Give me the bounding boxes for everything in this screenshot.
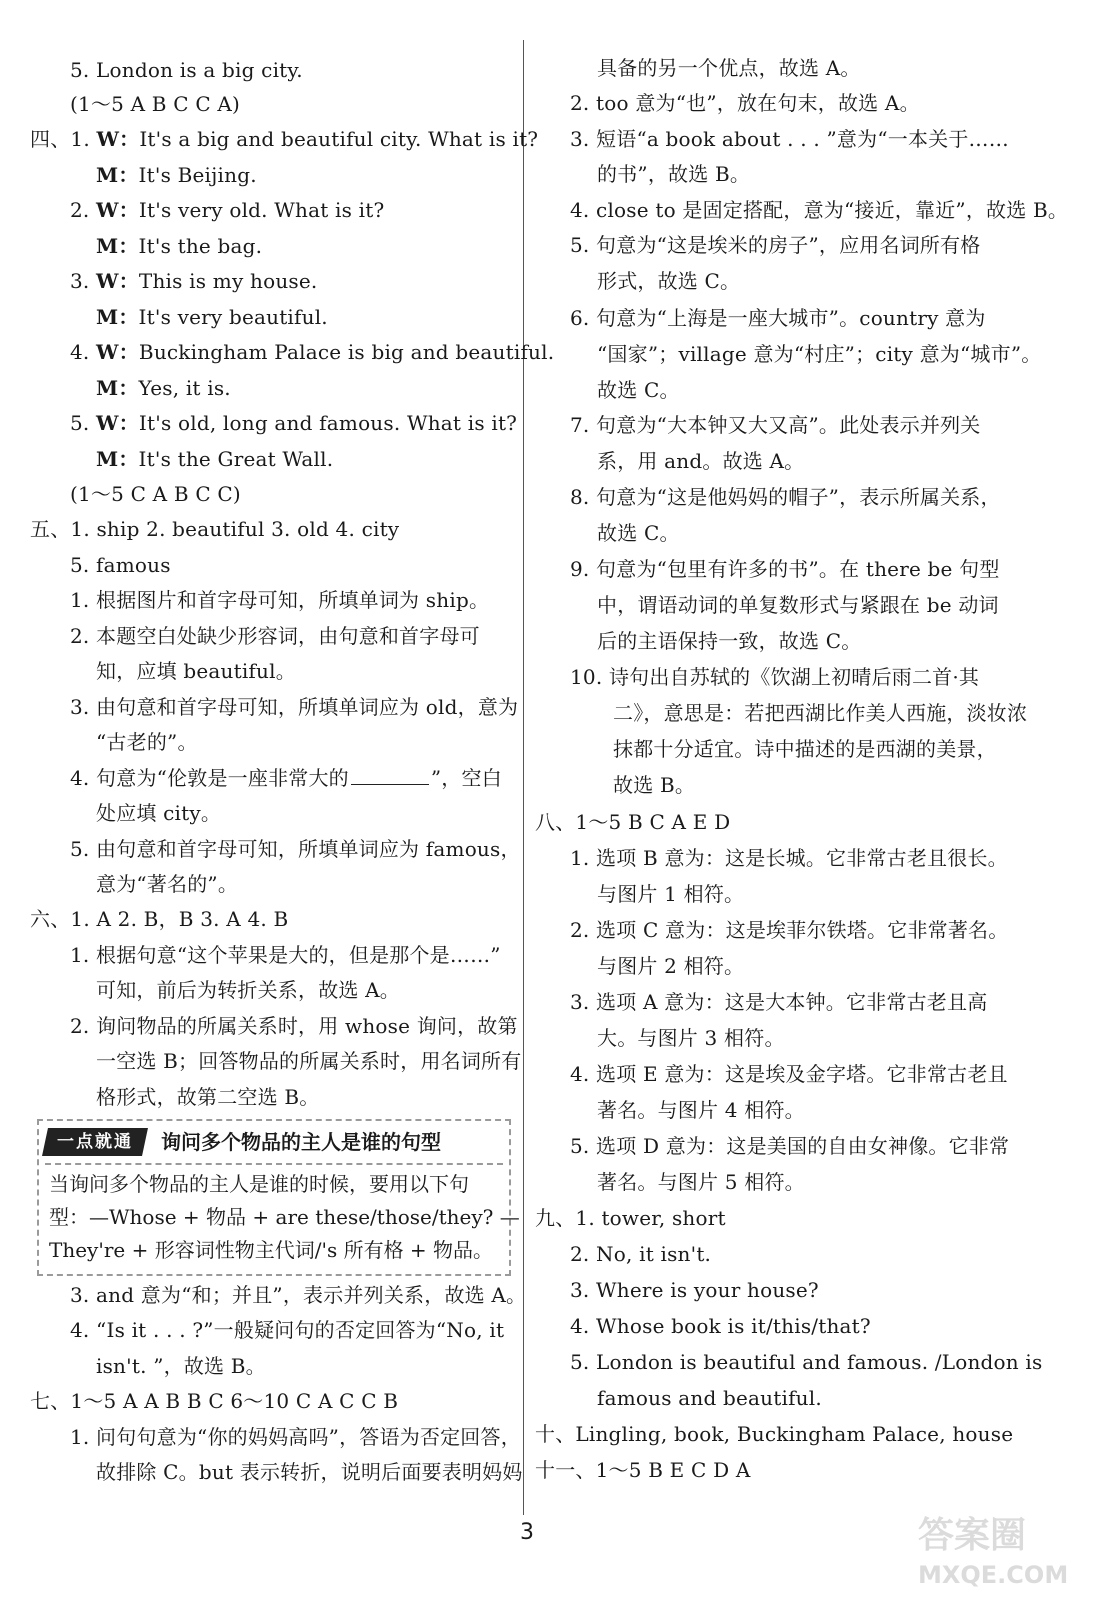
answer-line: 六、1. A 2. B，B 3. A 4. B [30, 907, 289, 931]
dialogue-text: Yes, it is. [138, 376, 231, 400]
dialogue-line [96, 305, 328, 329]
explanation-line: 4. “Is it . . . ?”一般疑问句的否定回答为“No, it [70, 1318, 505, 1342]
explanation-line: 具备的另一个优点，故选 A。 [597, 56, 861, 80]
dialogue-text: It's very beautiful. [138, 305, 328, 329]
explanation-line: 处应填 city。 [96, 801, 222, 825]
answer-line: 5. famous [70, 553, 171, 577]
explanation-line: 1. 选项 B 意为：这是长城。它非常古老且很长。 [570, 846, 1008, 870]
explanation-line: 故排除 C。but 表示转折，说明后面要表明妈妈 [96, 1460, 523, 1484]
dialogue-text: This is my house. [138, 269, 318, 293]
explanation-text: ”，空白 [430, 766, 502, 790]
speaker: M： [96, 234, 139, 258]
speaker: W： [96, 127, 140, 151]
tip-line: 当询问多个物品的主人是谁的时候，要用以下句 [49, 1172, 469, 1196]
answer-line: 4. Whose book is it/this/that? [570, 1314, 871, 1338]
dialogue-text: It's the Great Wall. [138, 447, 334, 471]
item-number: 3. [70, 269, 90, 293]
answer-line: 3. Where is your house? [570, 1278, 819, 1302]
answer-line: 5. London is a big city. [70, 58, 303, 82]
explanation-line: 意为“著名的”。 [96, 872, 239, 896]
explanation-line: 2. 选项 C 意为：这是埃菲尔铁塔。它非常著名。 [570, 918, 1009, 942]
speaker: M： [96, 305, 139, 329]
explanation-line: 的书”，故选 B。 [597, 162, 751, 186]
explanation-line: 5. 由句意和首字母可知，所填单词应为 famous， [70, 837, 521, 861]
tip-badge-label: 一点就通 [57, 1132, 133, 1152]
speaker: W： [96, 411, 139, 435]
explanation-line: “国家”；village 意为“村庄”；city 意为“城市”。 [597, 342, 1042, 366]
answer-line: 五、1. ship 2. beautiful 3. old 4. city [30, 517, 400, 541]
watermark-bottom-text: MXQE.COM [918, 1561, 1069, 1589]
explanation-line: 二》，意思是：若把西湖比作美人西施，淡妆浓 [613, 701, 1028, 725]
answer-line: 5. London is beautiful and famous. /London is [570, 1350, 1043, 1374]
dialogue-line [70, 198, 384, 222]
dialogue-text: It's very old. What is it? [138, 198, 385, 222]
explanation-line: 知，应填 beautiful。 [96, 659, 296, 683]
answer-line: 十、Lingling, book, Buckingham Palace, house [535, 1422, 1014, 1446]
explanation-line: 故选 C。 [597, 521, 680, 545]
explanation-line: 2. too 意为“也”，放在句末，故选 A。 [570, 91, 920, 115]
answer-line: 2. No, it isn't. [570, 1242, 712, 1266]
explanation-line: 9. 句意为“包里有许多的书”。在 there be 句型 [570, 557, 1000, 581]
dialogue-line [96, 163, 257, 187]
explanation-line: 5. 句意为“这是埃米的房子”，应用名词所有格 [570, 233, 981, 257]
answer-line: famous and beautiful. [597, 1386, 822, 1410]
dialogue-line [70, 269, 317, 293]
dialogue-line [96, 376, 231, 400]
explanation-line: 5. 选项 D 意为：这是美国的自由女神像。它非常 [570, 1134, 1010, 1158]
explanation-text: 4. 句意为“伦敦是一座非常大的 [70, 766, 349, 790]
answer-line: (1～5 C A B C C) [70, 482, 241, 506]
explanation-line: 一空选 B；回答物品的所属关系时，用名词所有 [96, 1049, 522, 1073]
dialogue-text: It's a big and beautiful city. What is it? [139, 127, 539, 151]
dialogue-line [96, 234, 262, 258]
answer-line: (1～5 A B C C A) [70, 92, 241, 116]
item-number: 4. [70, 340, 90, 364]
explanation-line: “古老的”。 [96, 730, 198, 754]
explanation-line: 可知，前后为转折关系，故选 A。 [96, 978, 401, 1002]
explanation-line: 10. 诗句出自苏轼的《饮湖上初晴后雨二首·其 [570, 665, 980, 689]
speaker: W： [96, 340, 139, 364]
speaker: W： [96, 198, 139, 222]
dialogue-text: Buckingham Palace is big and beautiful. [138, 340, 555, 364]
dialogue-line [70, 340, 554, 364]
speaker: M： [96, 163, 139, 187]
explanation-line [70, 766, 502, 790]
dialogue-text: It's old, long and famous. What is it? [138, 411, 518, 435]
tip-badge [42, 1128, 148, 1156]
explanation-line: 8. 句意为“这是他妈妈的帽子”，表示所属关系， [570, 485, 1001, 509]
explanation-line: 3. and 意为“和；并且”，表示并列关系，故选 A。 [70, 1283, 527, 1307]
explanation-line: 与图片 1 相符。 [597, 882, 745, 906]
explanation-line: 1. 问句句意为“你的妈妈高吗”，答语为否定回答， [70, 1425, 521, 1449]
explanation-line: 2. 询问物品的所属关系时，用 whose 询问，故第 [70, 1014, 518, 1038]
explanation-line: 7. 句意为“大本钟又大又高”。此处表示并列关 [570, 413, 981, 437]
explanation-line: 1. 根据句意“这个苹果是大的，但是那个是……” [70, 943, 501, 967]
speaker: W： [96, 269, 139, 293]
dialogue-text: It's Beijing. [138, 163, 257, 187]
tip-box [37, 1119, 520, 1276]
tip-divider [45, 1163, 503, 1165]
tip-title: 询问多个物品的主人是谁的句型 [161, 1130, 441, 1154]
explanation-line: 中，谓语动词的单复数形式与紧跟在 be 动词 [597, 593, 999, 617]
explanation-line: 3. 选项 A 意为：这是大本钟。它非常古老且高 [570, 990, 988, 1014]
answer-line: 七、1～5 A A B B C 6～10 C A C C B [30, 1389, 399, 1413]
explanation-line: 3. 由句意和首字母可知，所填单词应为 old，意为 [70, 695, 519, 719]
explanation-line: 格形式，故第二空选 B。 [96, 1085, 320, 1109]
explanation-line: 形式，故选 C。 [597, 269, 741, 293]
explanation-line: 4. 选项 E 意为：这是埃及金字塔。它非常古老且 [570, 1062, 1008, 1086]
item-number: 四、1. [30, 127, 90, 151]
dialogue-line [70, 411, 517, 435]
watermark-top-text: 答案圈 [918, 1515, 1027, 1556]
tip-line: They're + 形容词性物主代词/'s 所有格 + 物品。 [49, 1238, 494, 1262]
dialogue-line [30, 127, 538, 151]
speaker: M： [96, 447, 139, 471]
explanation-line: 故选 C。 [597, 378, 680, 402]
explanation-line: 著名。与图片 4 相符。 [597, 1098, 805, 1122]
explanation-line: 著名。与图片 5 相符。 [597, 1170, 805, 1194]
answer-line: 十一、1～5 B E C D A [535, 1458, 751, 1482]
explanation-line: 故选 B。 [613, 773, 696, 797]
explanation-line: 后的主语保持一致，故选 C。 [597, 629, 862, 653]
explanation-line: 与图片 2 相符。 [597, 954, 745, 978]
speaker: M： [96, 376, 139, 400]
watermark-logo [910, 1505, 1075, 1590]
item-number: 5. [70, 411, 90, 435]
explanation-line: 抹都十分适宜。诗中描述的是西湖的美景， [613, 737, 997, 761]
explanation-line: 大。与图片 3 相符。 [597, 1026, 785, 1050]
tip-line: 型：—Whose + 物品 + are these/those/they? — [49, 1205, 520, 1229]
page-number: 3 [520, 1520, 534, 1545]
explanation-line: 1. 根据图片和首字母可知，所填单词为 ship。 [70, 588, 490, 612]
explanation-line: 6. 句意为“上海是一座大城市”。country 意为 [570, 306, 986, 330]
explanation-line: 系，用 and。故选 A。 [597, 449, 805, 473]
fill-blank [351, 766, 429, 785]
explanation-line: 4. close to 是固定搭配，意为“接近，靠近”，故选 B。 [570, 198, 1069, 222]
explanation-line: 3. 短语“a book about . . . ”意为“一本关于…… [570, 127, 1009, 151]
explanation-line: isn't. ”，故选 B。 [96, 1354, 266, 1378]
answer-line: 九、1. tower, short [535, 1206, 726, 1230]
dialogue-line [96, 447, 333, 471]
answer-line: 八、1～5 B C A E D [535, 810, 731, 834]
explanation-line: 2. 本题空白处缺少形容词，由句意和首字母可 [70, 624, 480, 648]
dialogue-text: It's the bag. [138, 234, 263, 258]
item-number: 2. [70, 198, 90, 222]
